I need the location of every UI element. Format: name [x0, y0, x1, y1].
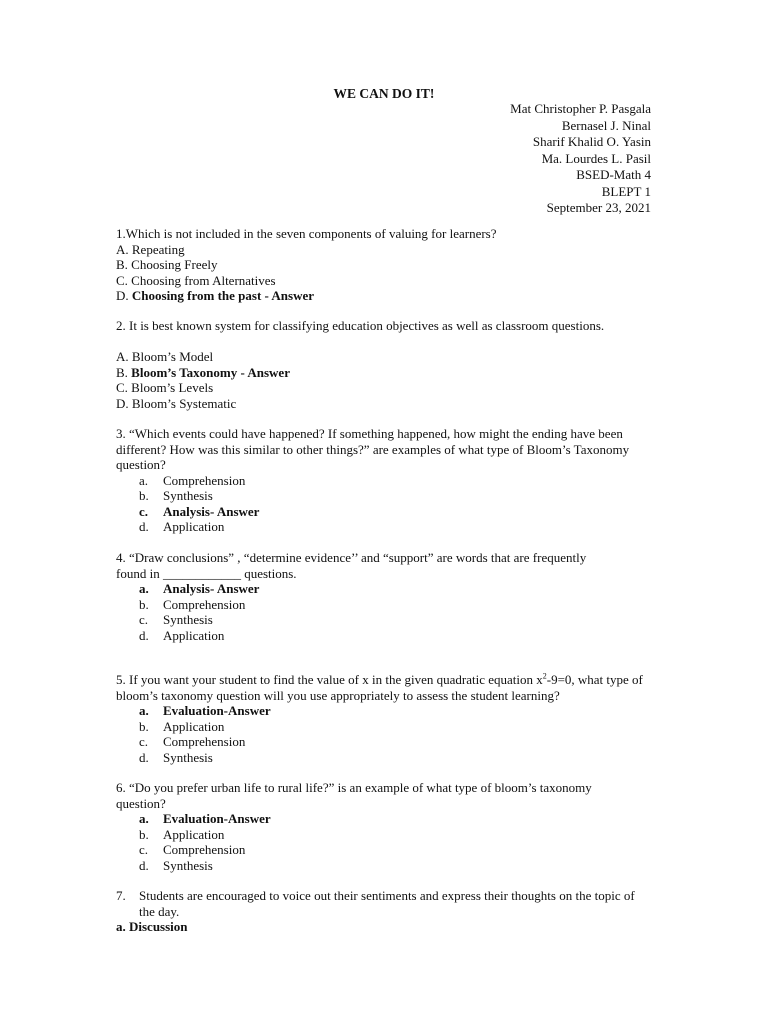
author-name: Mat Christopher P. Pasgala — [510, 101, 651, 116]
option-c — [116, 734, 656, 750]
option-text: Application — [163, 519, 225, 534]
option-b — [116, 719, 656, 735]
option-a-answer — [116, 811, 641, 827]
option-letter: a. — [139, 811, 149, 826]
author-name: Ma. Lourdes L. Pasil — [541, 150, 651, 166]
option-letter: c. — [139, 734, 149, 749]
option-text: Comprehension — [163, 734, 246, 749]
option-text: Synthesis — [163, 612, 213, 627]
option-text: Synthesis — [163, 857, 213, 873]
question-text: 1.Which is not included in the seven components of valuing for learners? — [116, 226, 497, 241]
option-d: D. Bloom’s Systematic — [116, 395, 237, 411]
option-b — [116, 488, 646, 504]
option-letter: a. — [139, 581, 149, 596]
question-text: 4. “Draw conclusions” , “determine evidence’’ and “support” are words that are frequently — [116, 550, 587, 565]
question-1 — [116, 226, 656, 304]
author-name: Sharif Khalid O. Yasin — [532, 134, 651, 149]
option-text: Comprehension — [163, 472, 246, 488]
option-d — [116, 519, 646, 535]
option-list — [116, 581, 656, 643]
answer-text: Choosing from the past - Answer — [131, 288, 315, 303]
exam-label: BLEPT 1 — [601, 183, 651, 199]
option-list — [116, 811, 641, 873]
option-letter: d. — [139, 749, 149, 765]
option-letter: c. — [139, 612, 149, 627]
option-c-answer — [116, 504, 646, 520]
option-a: A. Repeating — [116, 241, 185, 257]
option-letter: a. — [139, 703, 149, 718]
option-d-answer — [116, 288, 656, 304]
option-c: C. Bloom’s Levels — [116, 380, 214, 395]
question-text-part: -9=0, what type of bloom’s taxonomy question will you use appropriately to assess the student learning? — [116, 672, 643, 703]
answer-text: Analysis- Answer — [163, 503, 260, 519]
option-d — [116, 750, 656, 766]
option-letter: c. — [139, 503, 149, 519]
option-b — [116, 827, 641, 843]
question-text — [116, 672, 656, 703]
question-text: 3. “Which events could have happened? If something happened, how might the ending have been different? How was this similar to other things?” are examples of what type of Bloom’s Taxonomy question? — [116, 426, 630, 472]
option-a-answer — [116, 581, 656, 597]
answer-text: Analysis- Answer — [163, 581, 260, 596]
option-letter: d. — [139, 627, 149, 643]
option-a-answer — [116, 703, 656, 719]
option-d — [116, 628, 656, 644]
option-letter: B. — [116, 364, 132, 380]
question-2-options — [116, 349, 656, 411]
option-a: A. Bloom’s Model — [116, 349, 214, 364]
option-letter: D. — [116, 288, 132, 303]
document-title: WE CAN DO IT! — [333, 86, 435, 101]
question-4 — [116, 550, 656, 643]
option-b — [116, 597, 656, 613]
option-list — [116, 473, 646, 535]
option-text: Comprehension — [163, 596, 246, 612]
option-text: Application — [163, 627, 225, 643]
answer-text: Bloom’s Taxonomy - Answer — [131, 364, 290, 380]
question-text: 2. It is best known system for classifying education objectives as well as classroom questions. — [116, 318, 605, 333]
option-c — [116, 842, 641, 858]
question-text: found in ____________ questions. — [116, 565, 297, 581]
option-c — [116, 612, 656, 628]
option-b: B. Choosing Freely — [116, 257, 218, 272]
question-number: 7. — [116, 888, 126, 903]
answer-text: Evaluation-Answer — [163, 811, 271, 826]
option-letter: b. — [139, 596, 149, 612]
question-7 — [116, 888, 641, 935]
option-letter: b. — [139, 826, 149, 842]
answer-text: a. Discussion — [116, 919, 188, 934]
option-d — [116, 858, 641, 874]
option-b-answer — [116, 365, 656, 381]
option-a — [116, 473, 646, 489]
question-2 — [116, 318, 656, 334]
question-text: 6. “Do you prefer urban life to rural life?” is an example of what type of bloom’s taxonomy question? — [116, 780, 592, 811]
question-text-part: 5. If you want your student to find the value of x in the given quadratic equation x — [116, 672, 543, 687]
option-c: C. Choosing from Alternatives — [116, 272, 276, 288]
author-name: Bernasel J. Ninal — [561, 117, 651, 133]
option-letter: b. — [139, 488, 149, 503]
question-text-body: Students are encouraged to voice out their sentiments and express their thoughts on the topic of the day. — [139, 888, 635, 919]
option-text: Application — [163, 718, 225, 734]
question-text — [116, 888, 641, 919]
answer-text: Evaluation-Answer — [163, 703, 271, 718]
option-letter: d. — [139, 519, 149, 534]
option-letter: d. — [139, 857, 149, 873]
question-5 — [116, 672, 656, 765]
option-text: Synthesis — [163, 488, 213, 503]
option-text: Comprehension — [163, 842, 246, 857]
option-text: Application — [163, 826, 225, 842]
course-label: BSED-Math 4 — [576, 167, 651, 182]
question-6 — [116, 780, 641, 873]
question-3 — [116, 426, 646, 535]
option-letter: a. — [139, 472, 149, 488]
option-list — [116, 703, 656, 765]
option-text: Synthesis — [163, 749, 213, 765]
author-block — [510, 101, 651, 217]
option-letter: b. — [139, 718, 149, 734]
document-date: September 23, 2021 — [546, 200, 651, 215]
exponent: 2 — [542, 671, 547, 681]
option-letter: c. — [139, 842, 149, 857]
